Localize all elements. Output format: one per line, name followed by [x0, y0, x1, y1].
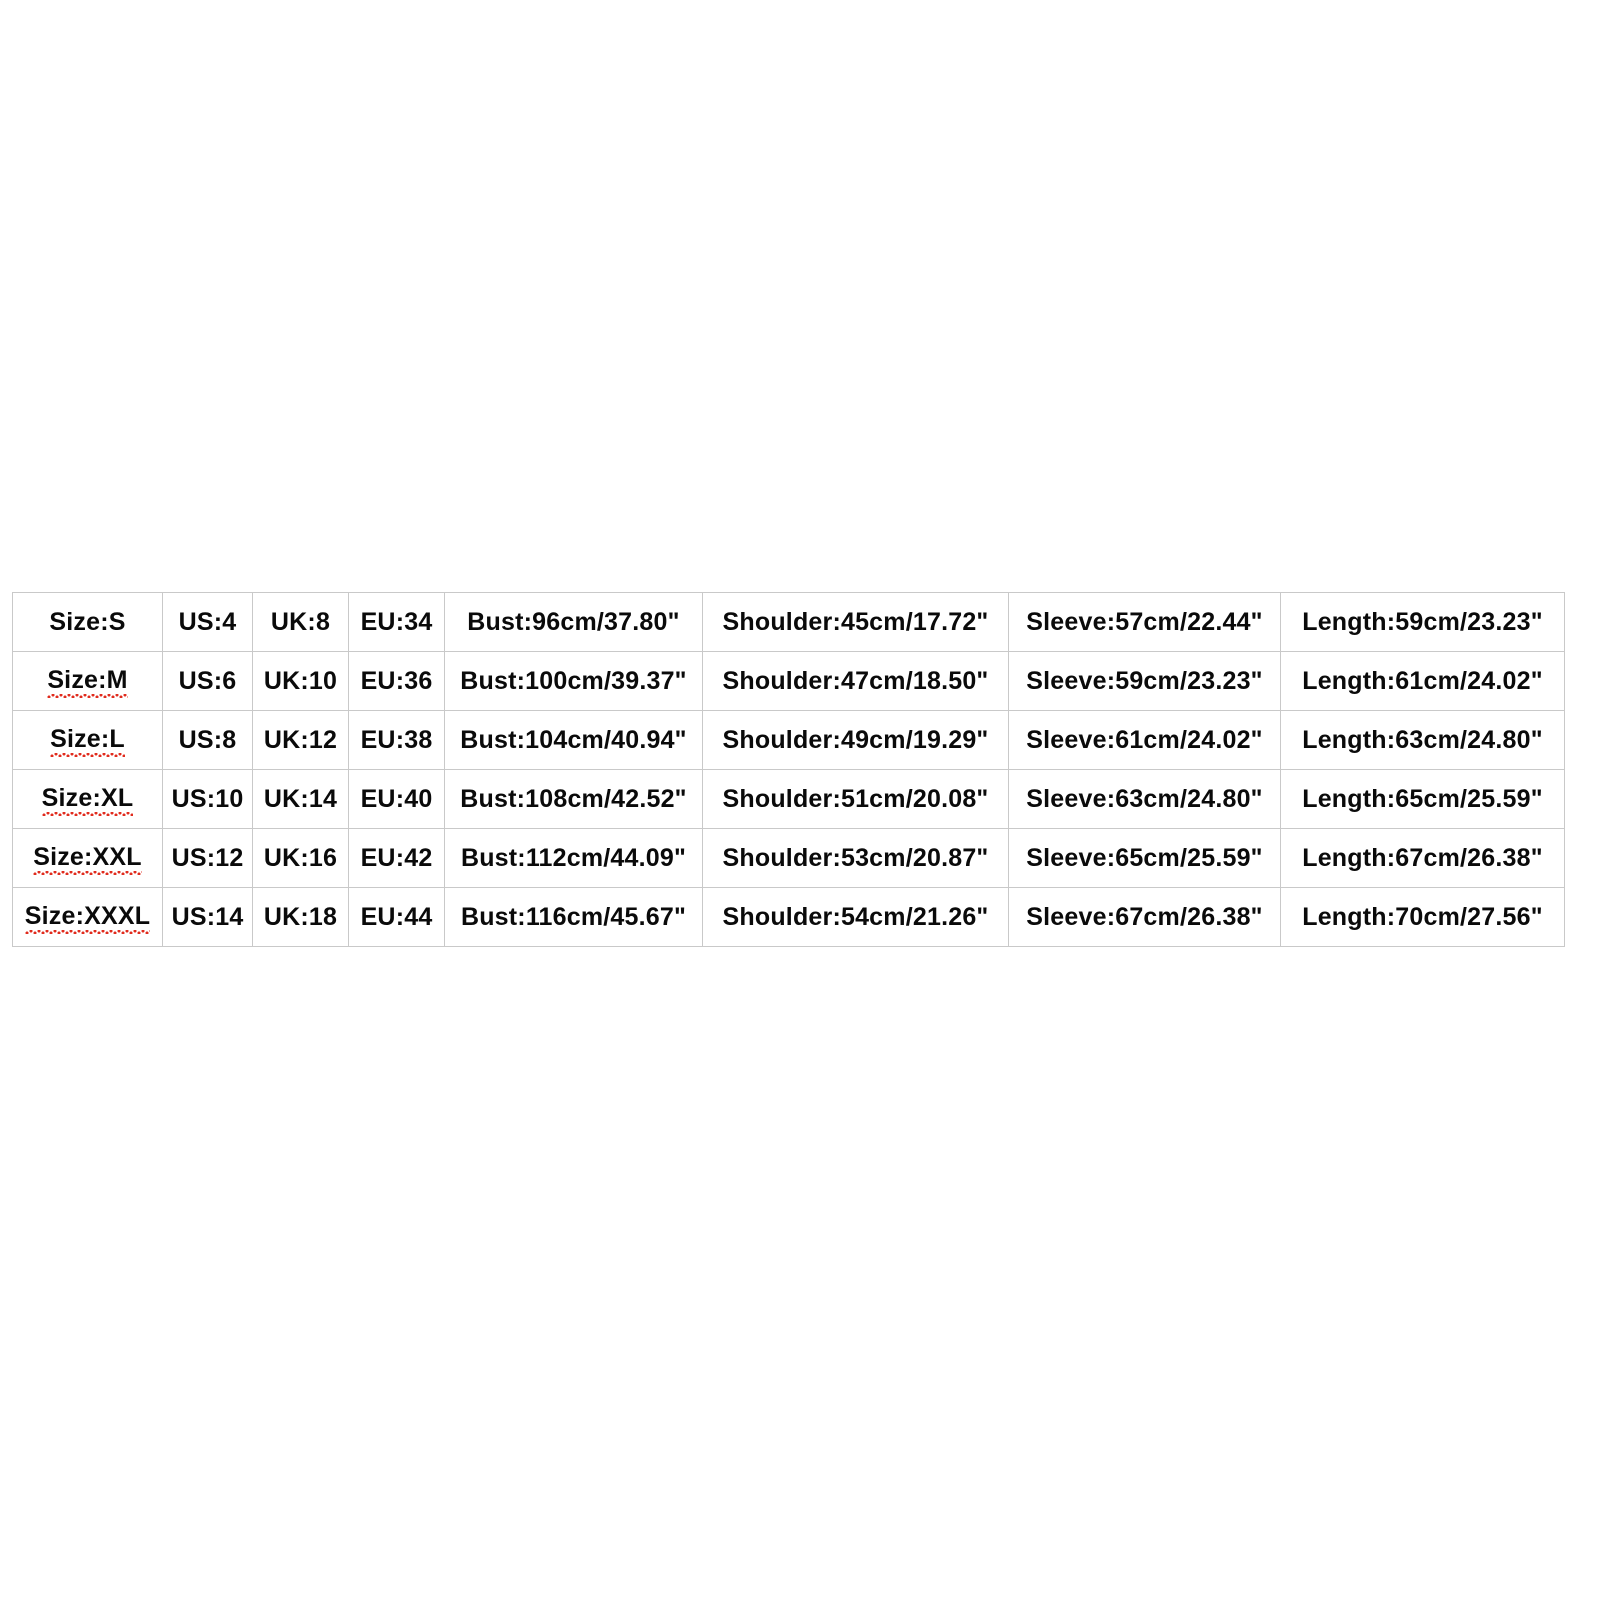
cell-length: Length:70cm/27.56": [1281, 888, 1565, 947]
cell-sleeve: Sleeve:59cm/23.23": [1009, 652, 1281, 711]
cell-eu: EU:36: [349, 652, 445, 711]
cell-sleeve: Sleeve:61cm/24.02": [1009, 711, 1281, 770]
cell-sleeve: Sleeve:63cm/24.80": [1009, 770, 1281, 829]
cell-eu: EU:40: [349, 770, 445, 829]
size-label: Size:S: [49, 607, 126, 636]
size-chart-body: [13, 593, 1565, 947]
cell-length: Length:65cm/25.59": [1281, 770, 1565, 829]
size-label: Size:XXL: [33, 843, 142, 874]
cell-eu: EU:44: [349, 888, 445, 947]
cell-bust: Bust:104cm/40.94": [445, 711, 703, 770]
table-row: [13, 711, 1565, 770]
cell-uk: UK:14: [253, 770, 349, 829]
cell-length: Length:63cm/24.80": [1281, 711, 1565, 770]
size-label: Size:L: [50, 725, 125, 756]
cell-size: [13, 652, 163, 711]
cell-shoulder: Shoulder:47cm/18.50": [703, 652, 1009, 711]
cell-bust: Bust:96cm/37.80": [445, 593, 703, 652]
cell-sleeve: Sleeve:65cm/25.59": [1009, 829, 1281, 888]
cell-bust: Bust:100cm/39.37": [445, 652, 703, 711]
cell-us: US:4: [163, 593, 253, 652]
cell-uk: UK:10: [253, 652, 349, 711]
table-row: [13, 770, 1565, 829]
cell-uk: UK:8: [253, 593, 349, 652]
cell-bust: Bust:112cm/44.09": [445, 829, 703, 888]
cell-us: US:8: [163, 711, 253, 770]
cell-shoulder: Shoulder:53cm/20.87": [703, 829, 1009, 888]
cell-eu: EU:42: [349, 829, 445, 888]
cell-uk: UK:18: [253, 888, 349, 947]
cell-us: US:10: [163, 770, 253, 829]
cell-bust: Bust:108cm/42.52": [445, 770, 703, 829]
cell-us: US:12: [163, 829, 253, 888]
cell-eu: EU:34: [349, 593, 445, 652]
cell-shoulder: Shoulder:45cm/17.72": [703, 593, 1009, 652]
cell-sleeve: Sleeve:67cm/26.38": [1009, 888, 1281, 947]
size-label: Size:XL: [42, 784, 134, 815]
cell-us: US:14: [163, 888, 253, 947]
cell-size: [13, 829, 163, 888]
size-label: Size:XXXL: [25, 902, 150, 933]
cell-length: Length:59cm/23.23": [1281, 593, 1565, 652]
cell-size: [13, 711, 163, 770]
table-row: [13, 593, 1565, 652]
size-label: Size:M: [47, 666, 127, 697]
size-chart-table: [12, 592, 1565, 947]
cell-uk: UK:12: [253, 711, 349, 770]
cell-size: [13, 770, 163, 829]
cell-size: [13, 888, 163, 947]
table-row: [13, 829, 1565, 888]
size-chart-container: [12, 592, 1564, 947]
cell-length: Length:67cm/26.38": [1281, 829, 1565, 888]
table-row: [13, 888, 1565, 947]
cell-uk: UK:16: [253, 829, 349, 888]
table-row: [13, 652, 1565, 711]
cell-shoulder: Shoulder:54cm/21.26": [703, 888, 1009, 947]
cell-us: US:6: [163, 652, 253, 711]
cell-sleeve: Sleeve:57cm/22.44": [1009, 593, 1281, 652]
cell-eu: EU:38: [349, 711, 445, 770]
cell-length: Length:61cm/24.02": [1281, 652, 1565, 711]
cell-shoulder: Shoulder:49cm/19.29": [703, 711, 1009, 770]
cell-shoulder: Shoulder:51cm/20.08": [703, 770, 1009, 829]
cell-size: [13, 593, 163, 652]
cell-bust: Bust:116cm/45.67": [445, 888, 703, 947]
